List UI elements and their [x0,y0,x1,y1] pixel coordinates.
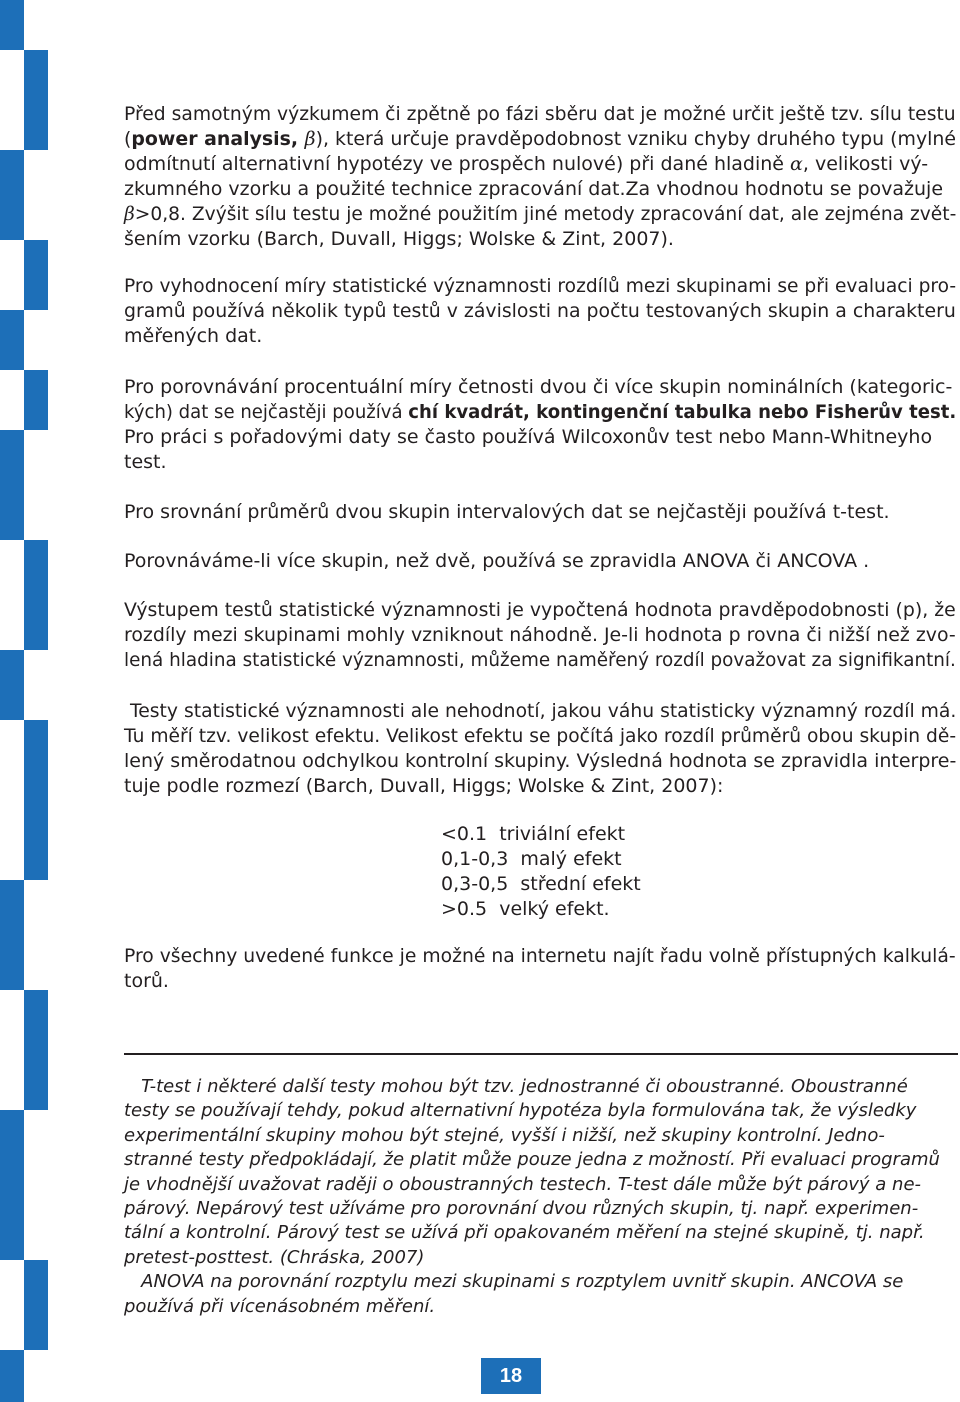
scale-item: 0,1-0,3 malý efekt [441,848,622,870]
paragraph-significance [124,274,960,349]
paragraph-power-analysis [124,102,960,252]
text-line: Tu měří tzv. velikost efektu. Velikost efektu se počítá jako rozdíl průměrů obou skupin dě- [124,725,957,747]
footnote-line: používá při vícenásobném měření. [124,1295,436,1317]
beta-symbol: β [124,203,135,225]
text-line: lený směrodatnou odchylkou kontrolní skupiny. Výsledná hodnota se zpravidla interpre- [124,750,957,772]
footnote-line: tální a kontrolní. Párový test se užívá při opakovaném měření na stejné skupině, tj. např. [124,1222,925,1244]
text-line: Pro všechny uvedené funkce je možné na internetu najít řadu volně přístupných kalkulá- [124,945,956,967]
paragraph-p-value [124,598,960,673]
paragraph-anova [124,549,960,574]
paragraph-effect-size [124,699,960,799]
text-line: Před samotným výzkumem či zpětně po fázi sběru dat je možné určit ještě tzv. sílu testu [124,103,956,125]
alpha-symbol: α [790,153,803,175]
text-line: (power analysis, β), která určuje pravděpodobnost vzniku chyby druhého typu (mylné [124,128,957,150]
text-line: lená hladina statistické významnosti, můžeme naměřený rozdíl považovat za signifikantní. [124,649,956,671]
text-line: β>0,8. Zvýšit sílu testu je možné použitím jiné metody zpracování dat, ale zejména zvět- [124,203,957,225]
scale-item: 0,3-0,5 střední efekt [441,873,641,895]
text-line: zkumného vzorku a použité technice zpracování dat.Za vhodnou hodnotu se považuje [124,178,944,200]
text-line: test. [124,451,167,473]
text-line: kých) dat se nejčastěji používá chí kvadrát, kontingenční tabulka nebo Fisherův test. [124,401,957,423]
text-line: Pro vyhodnocení míry statistické významnosti rozdílů mezi skupinami se při evaluaci pro- [124,275,957,297]
paragraph-calculators [124,944,960,994]
footnote-line: stranné testy předpokládají, že platit může pouze jedna z možností. Při evaluaci programů [124,1149,940,1171]
text-line: Testy statistické významnosti ale nehodnotí, jakou váhu statisticky významný rozdíl má. [124,700,957,722]
text-line: Pro porovnávání procentuální míry četnosti dvou či více skupin nominálních (kategoric- [124,376,953,398]
decorative-checker-border [0,0,48,1402]
text-line: tuje podle rozmezí (Barch, Duvall, Higgs; Wolske & Zint, 2007): [124,775,724,797]
page-number: 18 [481,1358,541,1394]
footnote-line: pretest-posttest. (Chráska, 2007) [124,1246,425,1268]
footnote-line: ANOVA na porovnání rozptylu mezi skupinami s rozptylem uvnitř skupin. ANCOVA se [124,1271,904,1293]
text-line: Výstupem testů statistické významnosti je vypočtená hodnota pravděpodobnosti (p), že [124,599,956,621]
footnote-divider [124,1053,958,1055]
footnote-line: testy se používají tehdy, pokud alternativní hypotéza byla formulována tak, že výsledky [124,1100,917,1122]
paragraph-t-test [124,500,960,525]
text-line: měřených dat. [124,325,263,347]
text-line: gramů používá několik typů testů v závislosti na počtu testovaných skupin a charakteru [124,300,956,322]
text-line: odmítnutí alternativní hypotézy ve prospěch nulové) při dané hladině α, velikosti vý- [124,153,929,175]
paragraph-nominal-data [124,375,960,475]
scale-item: <0.1 triviální efekt [441,823,626,845]
effect-size-scale [441,822,641,922]
scale-item: >0.5 velký efekt. [441,898,610,920]
beta-symbol: β [304,128,316,150]
text-line: Pro srovnání průměrů dvou skupin intervalových dat se nejčastěji používá t-test. [124,501,890,523]
text-line: torů. [124,970,169,992]
footnote [124,1075,960,1319]
text-line: rozdíly mezi skupinami mohly vzniknout náhodně. Je-li hodnota p rovna či nižší než zvo- [124,624,956,646]
text-line: Porovnáváme-li více skupin, než dvě, používá se zpravidla ANOVA či ANCOVA . [124,550,870,572]
footnote-line: je vhodnější uvažovat raději o oboustranných testech. T-test dále může být párový a ne- [124,1173,922,1195]
footnote-line: T-test i některé další testy mohou být tzv. jednostranné či oboustranné. Oboustranné [124,1076,908,1097]
text-line: šením vzorku (Barch, Duvall, Higgs; Wolske & Zint, 2007). [124,228,674,250]
footnote-line: párový. Nepárový test užíváme pro porovnání dvou různých skupin, tj. např. experimen- [124,1198,919,1220]
text-line: Pro práci s pořadovými daty se často používá Wilcoxonův test nebo Mann-Whitneyho [124,426,933,448]
footnote-line: experimentální skupiny mohou být stejné, vyšší i nižší, než skupiny kontrolní. Jedno- [124,1124,885,1146]
